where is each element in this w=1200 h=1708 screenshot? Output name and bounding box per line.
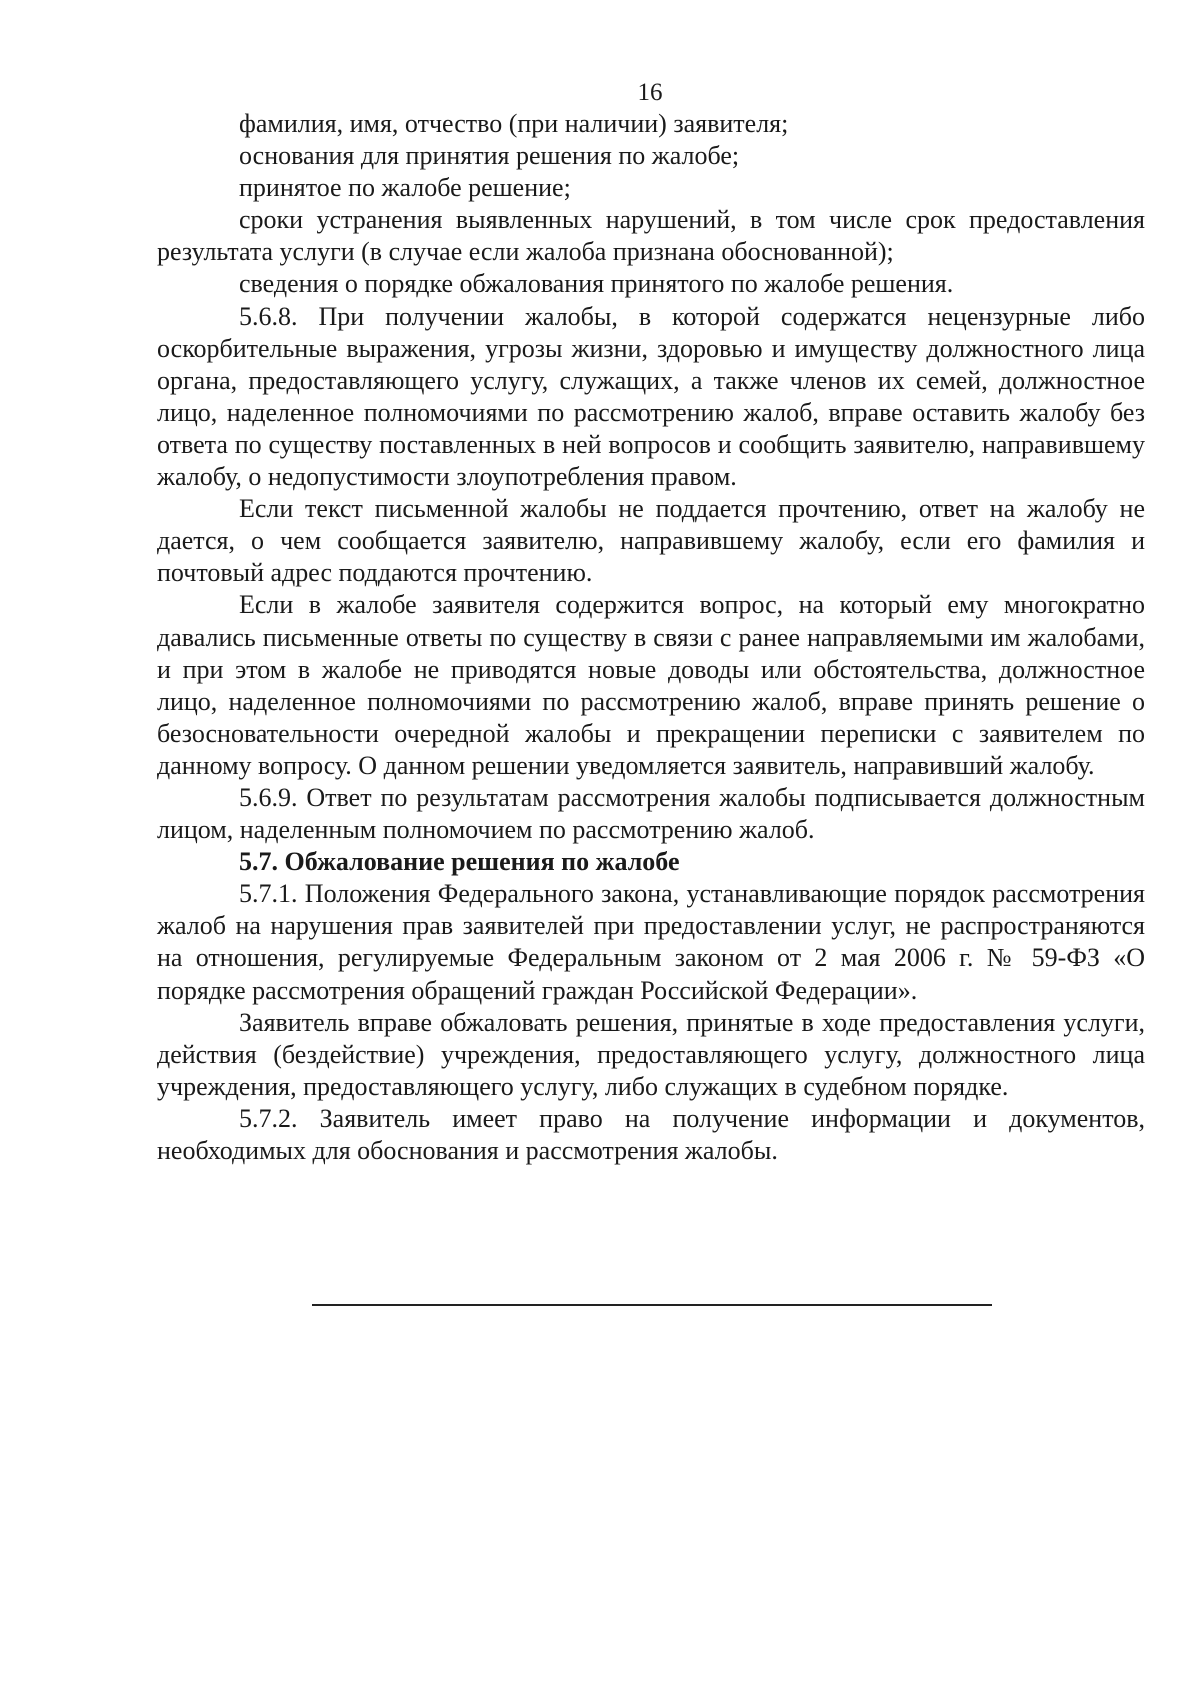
paragraph-5-6-8: 5.6.8. При получении жалобы, в которой содержатся нецензурные либо оскорбительные выражения, угрозы жизни, здоровью и имуществу должностного лица органа, предоставляющего услугу, служащих, а также членов их семей, должностное лицо, наделенное полномочиями по рассмотрению жалоб, вправе оставить жалобу без ответа по существу поставленных в ней вопросов и сообщить заявителю, направившему жалобу, о недопустимости злоупотребления правом. [157,301,1145,492]
paragraph-applicant-name: фамилия, имя, отчество (при наличии) заявителя; [239,109,789,138]
document-body [157,108,1145,1167]
paragraph-remedy-deadlines: сроки устранения выявленных нарушений, в том числе срок предоставления результата услуги (в случае если жалоба признана обоснованной); [157,205,1145,267]
paragraph-decision-grounds: основания для принятия решения по жалобе; [239,141,740,171]
paragraph-appeal-procedure: сведения о порядке обжалования принятого по жалобе решения. [239,269,954,299]
paragraph-repeated-complaint: Если в жалобе заявителя содержится вопрос, на который ему многократно давались письменные ответы по существу в связи с ранее направляемыми им жалобами, и при этом в жалобе не приводятся новые доводы или обстоятельства, должностное лицо, наделенное полномочиями по рассмотрению жалоб, вправе принять решение о безосновательности очередной жалобы и прекращении переписки с заявителем по данному вопросу. О данном решении уведомляется заявитель, направивший жалобу. [157,590,1145,780]
paragraph-5-7-2: 5.7.2. Заявитель имеет право на получение информации и документов, необходимых для обоснования и рассмотрения жалобы. [157,1103,1145,1165]
page-number: 16 [637,79,663,106]
paragraph-unreadable-complaint: Если текст письменной жалобы не поддается прочтению, ответ на жалобу не дается, о чем сообщается заявителю, направившему жалобу, если его фамилия и почтовый адрес поддаются прочтению. [157,494,1145,588]
paragraph-decision: принятое по жалобе решение; [239,173,571,203]
section-heading-5-7: 5.7. Обжалование решения по жалобе [239,847,680,877]
paragraph-5-6-9: 5.6.9. Ответ по результатам рассмотрения жалобы подписывается должностным лицом, наделенным полномочием по рассмотрению жалоб. [157,782,1145,845]
paragraph-5-7-1: 5.7.1. Положения Федерального закона, устанавливающие порядок рассмотрения жалоб на нарушения прав заявителей при предоставлении услуг, не распространяются на отношения, регулируемые Федеральным законом от 2 мая 2006 г. № 59-ФЗ «О порядке рассмотрения обращений граждан Российской Федерации». [157,879,1145,1005]
paragraph-judicial-appeal: Заявитель вправе обжаловать решения, принятые в ходе предоставления услуги, действия (бездействие) учреждения, предоставляющего услугу, должностного лица учреждения, предоставляющего услугу, либо служащих в судебном порядке. [157,1007,1145,1101]
closing-rule [312,1304,992,1306]
